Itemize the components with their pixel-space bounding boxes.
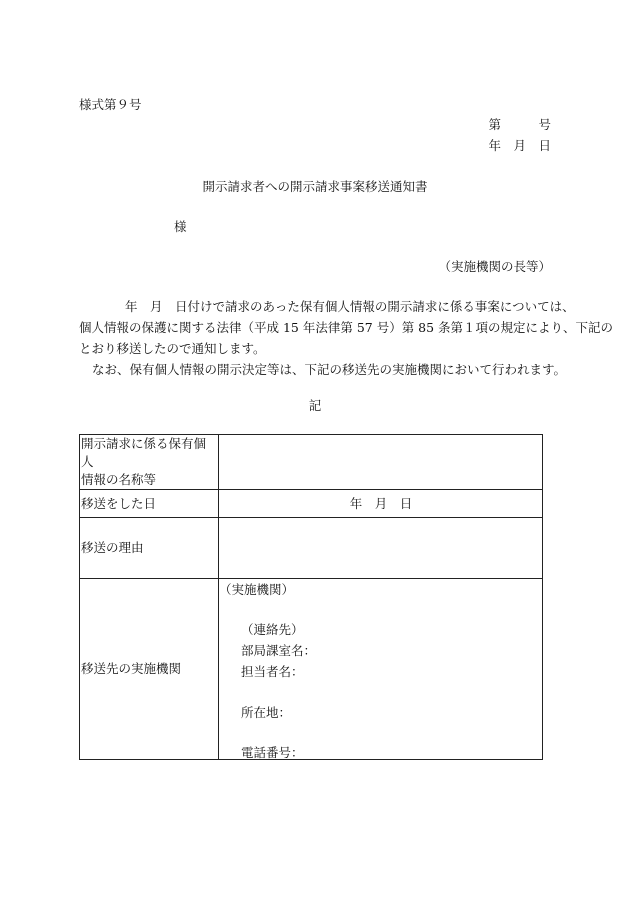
body-line-1: 年 月 日付けで請求のあった保有個人情報の開示請求に係る事案については、 — [125, 299, 575, 314]
ki-heading: 記 — [308, 398, 322, 413]
destination-value — [219, 579, 543, 760]
destination-label: 移送先の実施機関 — [80, 579, 219, 760]
address-label: 所在地： — [241, 705, 292, 720]
info-name-label-line1: 開示請求に係る保有個人 — [81, 436, 207, 469]
table-row — [80, 579, 543, 760]
transfer-table — [79, 434, 543, 760]
transfer-reason-value — [219, 518, 543, 579]
transfer-date-label: 移送をした日 — [80, 490, 219, 518]
document-number: 第 号 — [488, 117, 551, 132]
info-name-value — [219, 435, 543, 490]
sender: （実施機関の長等） — [438, 259, 551, 274]
institution-label: （実施機関） — [219, 582, 295, 597]
table-row — [80, 518, 543, 579]
person-in-charge-label: 担当者名： — [241, 664, 304, 679]
phone-label: 電話番号： — [241, 745, 304, 760]
form-number: 様式第９号 — [79, 97, 142, 112]
document-date: 年 月 日 — [488, 138, 551, 153]
body-line-4: なお、保有個人情報の開示決定等は、下記の移送先の実施機関において行われます。 — [92, 362, 567, 377]
info-name-label — [80, 435, 219, 490]
info-name-label-line2: 情報の名称等 — [81, 472, 157, 487]
body-line-3: とおり移送したので通知します。 — [79, 341, 266, 356]
table-row — [80, 435, 543, 490]
addressee: 様 — [174, 219, 187, 234]
document-title: 開示請求者への開示請求事案移送通知書 — [202, 179, 428, 194]
body-text — [79, 296, 614, 380]
transfer-date-value: 年 月 日 — [219, 490, 543, 518]
department-label: 部局課室名： — [241, 643, 317, 658]
table-row — [80, 490, 543, 518]
contact-label: （連絡先） — [241, 622, 304, 637]
transfer-reason-label: 移送の理由 — [80, 518, 219, 579]
body-line-2: 個人情報の保護に関する法律（平成 15 年法律第 57 号）第 85 条第１項の規定により、下記の — [79, 320, 614, 335]
